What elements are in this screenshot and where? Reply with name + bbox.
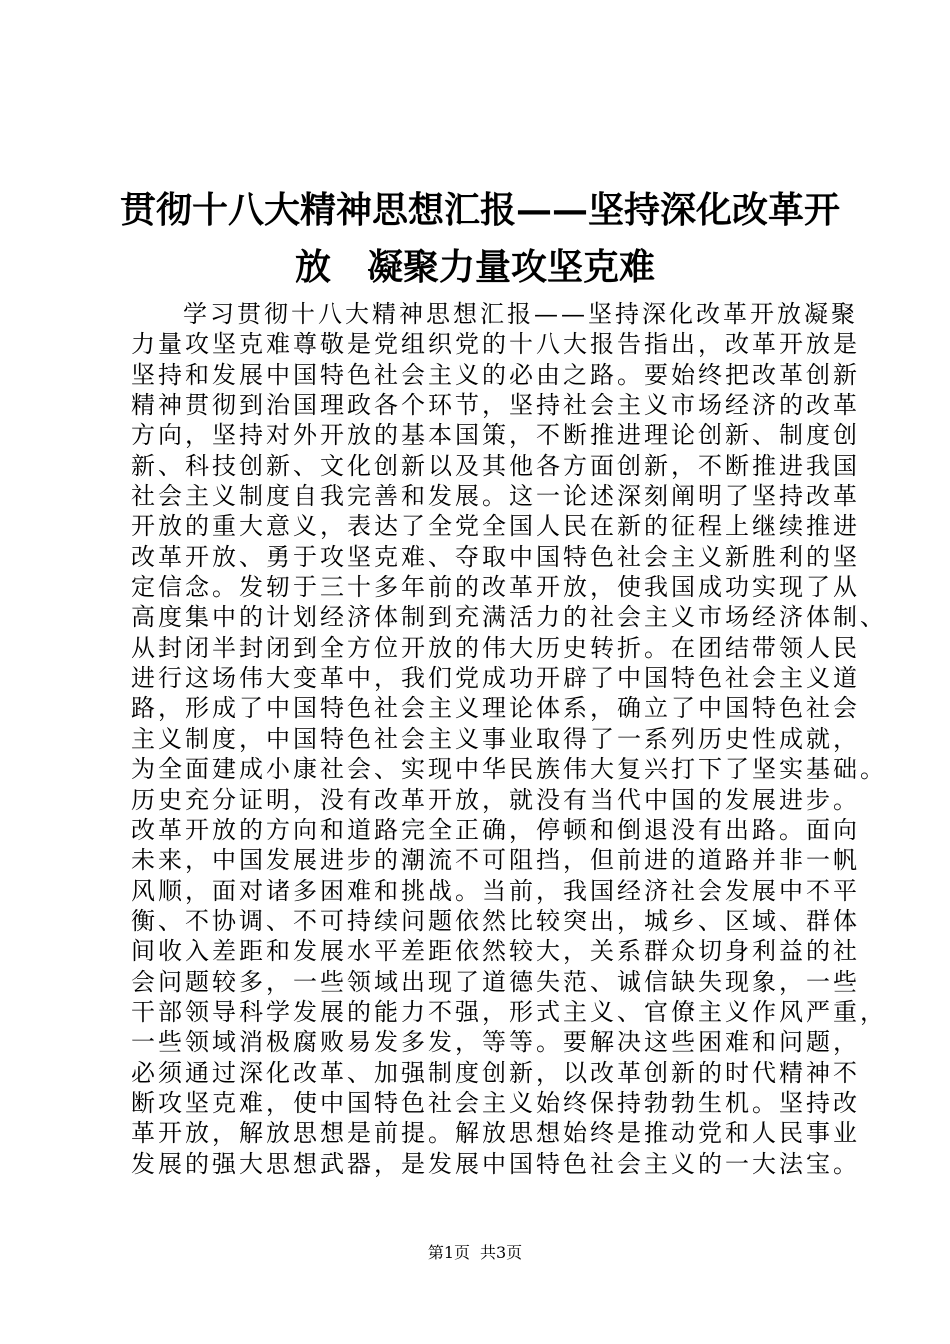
- body-line: 路，形成了中国特色社会主义理论体系，确立了中国特色社会: [131, 694, 860, 723]
- body-line: 干部领导科学发展的能力不强，形式主义、官僚主义作风严重，: [131, 997, 887, 1026]
- body-line: 风顺，面对诸多困难和挑战。当前，我国经济社会发展中不平: [131, 876, 860, 905]
- body-line: 会问题较多，一些领域出现了道德失范、诚信缺失现象，一些: [131, 967, 860, 996]
- body-line: 坚持和发展中国特色社会主义的必由之路。要始终把改革创新: [131, 360, 860, 389]
- body-line: 革开放，解放思想是前提。解放思想始终是推动党和人民事业: [131, 1119, 860, 1148]
- page-footer: [0, 1243, 950, 1263]
- body-line: 历史充分证明，没有改革开放，就没有当代中国的发展进步。: [131, 785, 860, 814]
- body-line: 未来，中国发展进步的潮流不可阻挡，但前进的道路并非一帆: [131, 846, 860, 875]
- body-line: 方向，坚持对外开放的基本国策，不断推进理论创新、制度创: [131, 421, 860, 450]
- body-line: 改革开放、勇于攻坚克难、夺取中国特色社会主义新胜利的坚: [131, 542, 860, 571]
- body-line: 高度集中的计划经济体制到充满活力的社会主义市场经济体制、: [131, 603, 887, 632]
- body-line: 衡、不协调、不可持续问题依然比较突出，城乡、区域、群体: [131, 906, 860, 935]
- body-line: 力量攻坚克难尊敬是党组织党的十八大报告指出，改革开放是: [131, 330, 860, 359]
- document-title-line-2: 放 凝聚力量攻坚克难: [294, 246, 655, 288]
- document-title-line-1: 贯彻十八大精神思想汇报——坚持深化改革开: [120, 189, 841, 231]
- body-line: 进行这场伟大变革中，我们党成功开辟了中国特色社会主义道: [131, 664, 860, 693]
- body-line: 开放的重大意义，表达了全党全国人民在新的征程上继续推进: [131, 512, 860, 541]
- body-line: 间收入差距和发展水平差距依然较大，关系群众切身利益的社: [131, 937, 860, 966]
- document-body: [131, 299, 887, 1179]
- body-line: 为全面建成小康社会、实现中华民族伟大复兴打下了坚实基础。: [131, 755, 887, 784]
- body-line: 学习贯彻十八大精神思想汇报——坚持深化改革开放凝聚: [183, 300, 858, 328]
- body-line: 精神贯彻到治国理政各个环节，坚持社会主义市场经济的改革: [131, 391, 860, 420]
- body-line: 新、科技创新、文化创新以及其他各方面创新，不断推进我国: [131, 451, 860, 480]
- body-line: 一些领域消极腐败易发多发，等等。要解决这些困难和问题，: [131, 1028, 860, 1057]
- body-line: 主义制度，中国特色社会主义事业取得了一系列历史性成就，: [131, 724, 860, 753]
- body-line: 社会主义制度自我完善和发展。这一论述深刻阐明了坚持改革: [131, 482, 860, 511]
- body-line: 发展的强大思想武器，是发展中国特色社会主义的一大法宝。: [131, 1149, 860, 1178]
- page-total: 共3页: [480, 1243, 523, 1262]
- page-number: 第1页: [427, 1243, 470, 1262]
- body-line: 断攻坚克难，使中国特色社会主义始终保持勃勃生机。坚持改: [131, 1088, 860, 1117]
- body-line: 必须通过深化改革、加强制度创新，以改革创新的时代精神不: [131, 1058, 860, 1087]
- body-line: 改革开放的方向和道路完全正确，停顿和倒退没有出路。面向: [131, 815, 860, 844]
- body-line: 定信念。发轫于三十多年前的改革开放，使我国成功实现了从: [131, 573, 860, 602]
- body-line: 从封闭半封闭到全方位开放的伟大历史转折。在团结带领人民: [131, 633, 860, 662]
